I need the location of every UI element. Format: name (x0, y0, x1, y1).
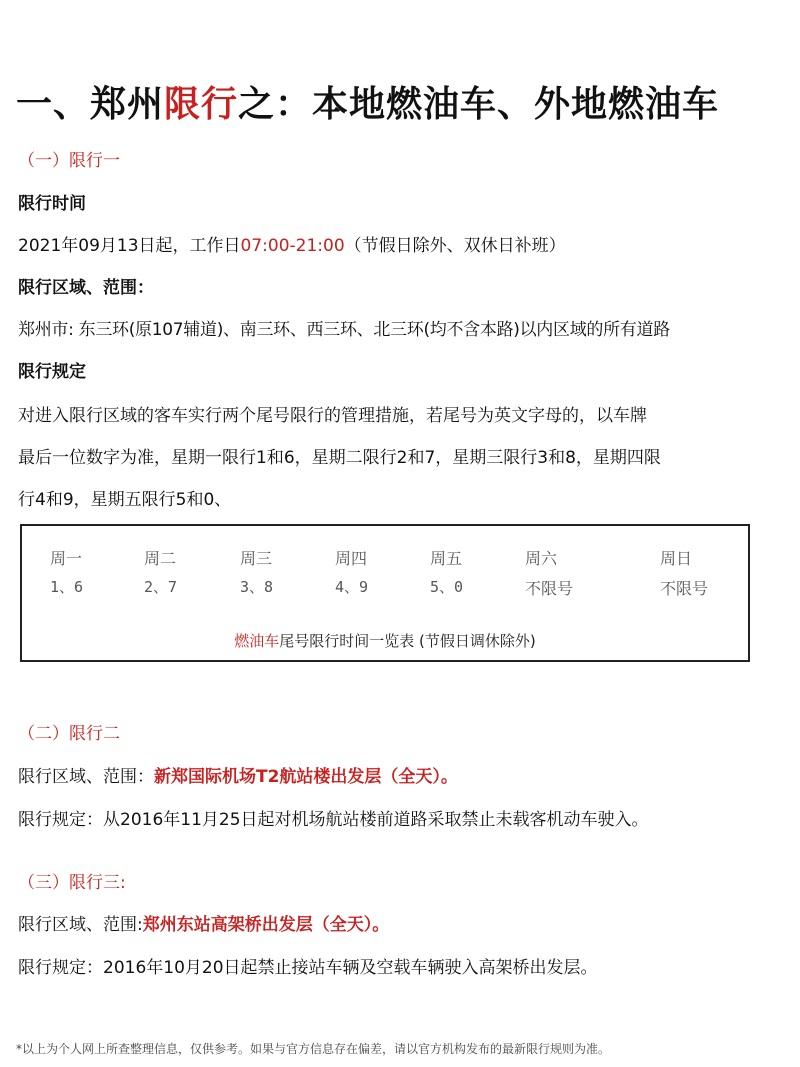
section1-area-label: 限行区域、范围： (18, 278, 154, 298)
time-text-start: 2021年09月13日起，工作日 (18, 236, 241, 256)
title-suffix: 之：本地燃油车、外地燃油车 (238, 84, 720, 125)
time-text-note: （节假日除外、双休日补班） (344, 236, 566, 256)
section2-rule: 限行规定：从2016年11月25日起对机场航站楼前道路采取禁止未载客机动车驶入。 (18, 810, 649, 830)
table-day-sun: 周日 (660, 549, 693, 568)
section3-heading: （三）限行三: (18, 873, 126, 893)
restriction-table (20, 524, 750, 662)
table-day-thu: 周四 (335, 549, 368, 568)
section1-rule-line-1: 对进入限行区域的客车实行两个尾号限行的管理措施，若尾号为英文字母的，以车牌 (18, 406, 647, 426)
table-day-wed: 周三 (240, 549, 273, 568)
section1-time-text (18, 231, 566, 256)
section1-rule-line-3: 行4和9，星期五限行5和0、 (18, 490, 232, 510)
table-day-fri: 周五 (430, 549, 463, 568)
table-value-sat: 不限号 (525, 579, 574, 598)
section1-heading: （一）限行一 (18, 151, 120, 171)
table-value-wed: 3、8 (240, 578, 274, 596)
title-prefix: 一、郑州 (16, 84, 165, 125)
table-value-sun: 不限号 (660, 579, 709, 598)
section3-rule: 限行规定：2016年10月20日起禁止接站车辆及空载车辆驶入高架桥出发层。 (18, 958, 598, 978)
section1-area-text: 郑州市: 东三环(原107辅道)、南三环、西三环、北三环(均不含本路)以内区域的所有道路 (18, 320, 670, 340)
table-value-mon: 1、6 (50, 578, 84, 596)
section2-area-highlight: 新郑国际机场T2航站楼出发层（全天）。 (154, 767, 458, 787)
table-value-tue: 2、7 (144, 578, 178, 596)
section1-time-label: 限行时间 (18, 194, 86, 214)
time-text-hours: 07:00-21:00 (240, 236, 345, 256)
section3-area-highlight: 郑州东站高架桥出发层（全天）。 (142, 915, 390, 935)
table-day-tue: 周二 (144, 549, 177, 568)
table-caption (22, 630, 748, 651)
section3-area (18, 910, 389, 935)
footnote: *以上为个人网上所查整理信息，仅供参考。如果与官方信息存在偏差，请以官方机构发布的最新限行规则为准。 (16, 1042, 611, 1056)
table-day-mon: 周一 (50, 549, 83, 568)
table-value-fri: 5、0 (430, 578, 464, 596)
section2-heading: （二）限行二 (18, 724, 120, 744)
section1-rule-line-2: 最后一位数字为准，星期一限行1和6，星期二限行2和7，星期三限行3和8，星期四限 (18, 448, 661, 468)
section2-area (18, 762, 458, 787)
title-highlight: 限行 (164, 84, 239, 125)
section1-rule-label: 限行规定 (18, 362, 86, 382)
section3-area-label: 限行区域、范围: (18, 915, 143, 935)
table-day-sat: 周六 (525, 549, 558, 568)
section2-area-label: 限行区域、范围： (18, 767, 154, 787)
table-caption-rest: 尾号限行时间一览表 (节假日调休除外) (279, 632, 536, 650)
table-caption-highlight: 燃油车 (234, 632, 280, 650)
table-value-thu: 4、9 (335, 578, 369, 596)
page-title (16, 76, 719, 127)
